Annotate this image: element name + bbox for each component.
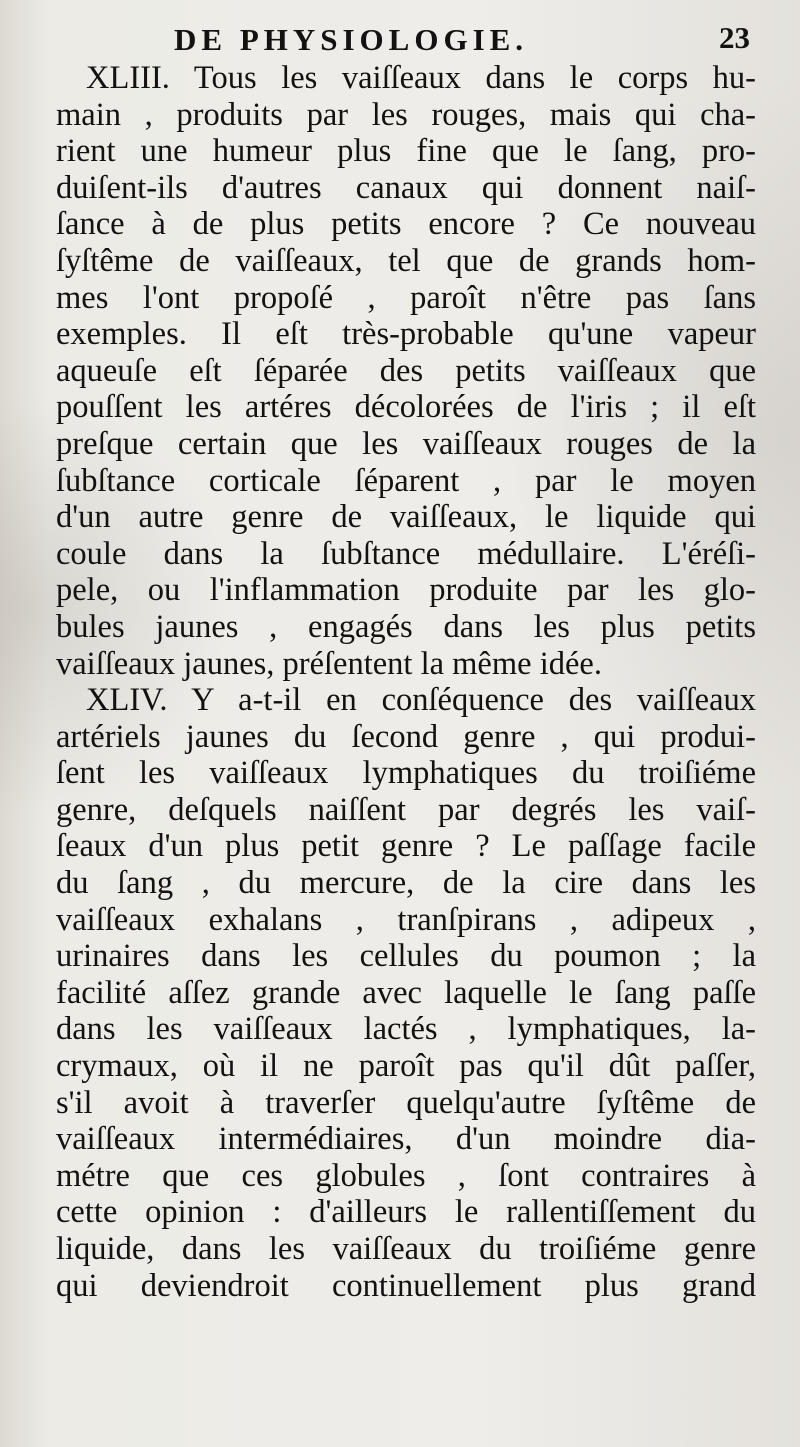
text-line: urinaires dans les cellules du poumon ; la (56, 938, 756, 975)
text-line: exemples. Il eſt très-probable qu'une vapeur (56, 316, 756, 353)
running-head: DE PHYSIOLOGIE. (174, 22, 529, 57)
text-line: métre que ces globules , ſont contraires à (56, 1157, 756, 1194)
text-line: aqueuſe eſt ſéparée des petits vaiſſeaux que (56, 352, 756, 389)
text-line: mes l'ont propoſé , paroît n'être pas ſans (56, 279, 756, 316)
text-line: du ſang , du mercure, de la cire dans les (56, 865, 756, 902)
body-text (56, 60, 756, 1304)
text-line: XLIV. Y a-t-il en conſéquence des vaiſſeaux (86, 682, 756, 719)
text-line: pele, ou l'inflammation produite par les glo- (56, 572, 756, 609)
text-line: rient une humeur plus fine que le ſang, pro- (56, 133, 756, 170)
text-line: ſance à de plus petits encore ? Ce nouveau (56, 206, 756, 243)
text-line: ſeaux d'un plus petit genre ? Le paſſage facile (56, 828, 756, 865)
text-line: coule dans la ſubſtance médullaire. L'éréſi- (56, 535, 756, 572)
text-line: vaiſſeaux intermédiaires, d'un moindre dia- (56, 1121, 756, 1158)
text-line: ſent les vaiſſeaux lymphatiques du troiſiéme (56, 755, 756, 792)
text-line: vaiſſeaux jaunes, préſentent la même idée. (56, 645, 602, 682)
text-line: ſubſtance corticale ſéparent , par le moyen (56, 462, 756, 499)
text-line: qui deviendroit continuellement plus grand (56, 1267, 756, 1304)
text-line: ſyſtême de vaiſſeaux, tel que de grands hom- (56, 242, 756, 279)
text-line: cette opinion : d'ailleurs le rallentiſſement du (56, 1194, 756, 1231)
text-line: preſque certain que les vaiſſeaux rouges de la (56, 425, 756, 462)
text-line: duiſent-ils d'autres canaux qui donnent naiſ- (56, 169, 756, 206)
text-line: artériels jaunes du ſecond genre , qui produi- (56, 718, 756, 755)
text-line: bules jaunes , engagés dans les plus petits (56, 608, 756, 645)
text-line: main , produits par les rouges, mais qui cha- (56, 96, 756, 133)
page-number: 23 (719, 20, 750, 55)
text-line: pouſſent les artéres décolorées de l'iris ; il eſt (56, 389, 756, 426)
page-header (56, 14, 756, 60)
text-line: XLIII. Tous les vaiſſeaux dans le corps hu- (86, 60, 756, 96)
text-line: facilité aſſez grande avec laquelle le ſang paſſe (56, 974, 756, 1011)
text-line: s'il avoit à traverſer quelqu'autre ſyſtême de (56, 1084, 756, 1121)
text-line: vaiſſeaux exhalans , tranſpirans , adipeux , (56, 901, 756, 938)
text-line: genre, deſquels naiſſent par degrés les vaiſ- (56, 791, 756, 828)
paragraph-xliii (56, 60, 756, 682)
text-line: d'un autre genre de vaiſſeaux, le liquide qui (56, 499, 756, 536)
text-line: dans les vaiſſeaux lactés , lymphatiques, la- (56, 1011, 756, 1048)
text-line: crymaux, où il ne paroît pas qu'il dût paſſer, (56, 1048, 756, 1085)
paragraph-xliv (56, 682, 756, 1304)
text-line: liquide, dans les vaiſſeaux du troiſiéme genre (56, 1231, 756, 1267)
